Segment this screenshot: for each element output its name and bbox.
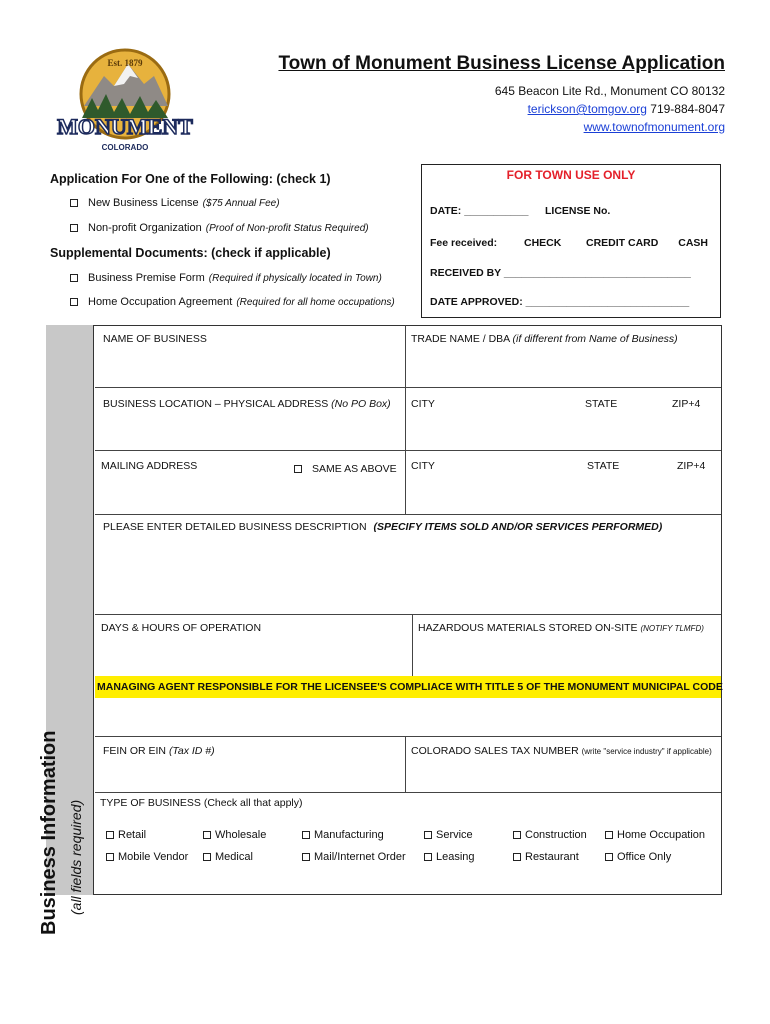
- checkbox[interactable]: [203, 831, 211, 839]
- logo-state-text: COLORADO: [101, 143, 149, 152]
- checkbox[interactable]: [70, 199, 78, 207]
- divider: [412, 614, 413, 676]
- type-construction[interactable]: Construction: [513, 829, 587, 841]
- checkbox[interactable]: [605, 831, 613, 839]
- option-nonprofit[interactable]: Non-profit Organization (Proof of Non-profit Status Required): [70, 222, 369, 234]
- divider: [95, 736, 721, 737]
- same-as-above-option[interactable]: SAME AS ABOVE: [294, 463, 397, 475]
- application-heading: Application For One of the Following: (check 1): [50, 172, 331, 186]
- checkbox[interactable]: [294, 465, 302, 473]
- town-fee: Fee received:: [430, 237, 498, 249]
- field-mailing-state[interactable]: STATE: [587, 460, 620, 472]
- town-check: CHECK: [524, 237, 562, 249]
- field-managing-agent[interactable]: MANAGING AGENT RESPONSIBLE FOR THE LICENSEE'S COMPLIACE WITH TITLE 5 OF THE MONUMENT MUNICIPAL CODE: [95, 676, 721, 698]
- side-title: Business Information: [38, 730, 60, 935]
- business-form: [46, 325, 722, 895]
- town-received-by: RECEIVED BY ________________________________: [430, 267, 691, 279]
- divider: [95, 450, 721, 451]
- town-cash: CASH: [678, 237, 708, 249]
- checkbox[interactable]: [106, 831, 114, 839]
- contact-block: [495, 82, 725, 136]
- checkbox[interactable]: [302, 831, 310, 839]
- divider: [95, 792, 721, 793]
- checkbox[interactable]: [70, 274, 78, 282]
- checkbox[interactable]: [513, 853, 521, 861]
- logo-est-text: Est. 1879: [107, 58, 143, 68]
- divider: [405, 736, 406, 792]
- type-wholesale[interactable]: Wholesale: [203, 829, 266, 841]
- town-use-box: [421, 164, 721, 318]
- type-medical[interactable]: Medical: [203, 851, 253, 863]
- monument-logo: [52, 46, 198, 158]
- divider: [95, 514, 721, 515]
- checkbox[interactable]: [302, 853, 310, 861]
- type-office-only[interactable]: Office Only: [605, 851, 671, 863]
- supplemental-heading: Supplemental Documents: (check if applicable): [50, 246, 331, 260]
- type-of-business-heading: TYPE OF BUSINESS (Check all that apply): [100, 797, 303, 809]
- town-credit: CREDIT CARD: [586, 237, 659, 249]
- checkbox[interactable]: [70, 224, 78, 232]
- logo-name-text: MONUMENT: [57, 114, 193, 139]
- option-premise-form[interactable]: Business Premise Form (Required if physically located in Town): [70, 272, 382, 284]
- side-subtitle: (all fields required): [68, 799, 84, 915]
- field-mailing-city[interactable]: CITY: [411, 460, 435, 472]
- field-zip[interactable]: ZIP+4: [672, 398, 701, 410]
- divider: [95, 614, 721, 615]
- checkbox[interactable]: [605, 853, 613, 861]
- option-home-occupation[interactable]: Home Occupation Agreement (Required for all home occupations): [70, 296, 395, 308]
- field-fein[interactable]: FEIN OR EIN (Tax ID #): [103, 745, 215, 757]
- field-state[interactable]: STATE: [585, 398, 618, 410]
- field-mailing-zip[interactable]: ZIP+4: [677, 460, 706, 472]
- type-manufacturing[interactable]: Manufacturing: [302, 829, 384, 841]
- field-hazardous[interactable]: HAZARDOUS MATERIALS STORED ON-SITE (NOTIFY TLMFD): [418, 622, 704, 634]
- checkbox[interactable]: [513, 831, 521, 839]
- checkbox[interactable]: [70, 298, 78, 306]
- town-date-approved: DATE APPROVED: ____________________________: [430, 296, 690, 308]
- option-new-license[interactable]: New Business License ($75 Annual Fee): [70, 197, 280, 209]
- town-date: DATE: ___________: [430, 205, 529, 217]
- checkbox[interactable]: [203, 853, 211, 861]
- field-city[interactable]: CITY: [411, 398, 435, 410]
- field-sales-tax[interactable]: COLORADO SALES TAX NUMBER (write "service industry" if applicable): [411, 745, 712, 757]
- checkbox[interactable]: [106, 853, 114, 861]
- phone-text: 719-884-8047: [650, 102, 725, 116]
- website-link[interactable]: www.townofmonument.org: [583, 120, 725, 134]
- type-mail-internet-order[interactable]: Mail/Internet Order: [302, 851, 406, 863]
- type-mobile-vendor[interactable]: Mobile Vendor: [106, 851, 188, 863]
- type-retail[interactable]: Retail: [106, 829, 146, 841]
- divider: [95, 387, 721, 388]
- town-use-heading: FOR TOWN USE ONLY: [506, 168, 636, 182]
- town-license: LICENSE No.: [545, 205, 611, 217]
- type-restaurant[interactable]: Restaurant: [513, 851, 579, 863]
- address-text: 645 Beacon Lite Rd., Monument CO 80132: [494, 84, 725, 98]
- checkbox[interactable]: [424, 831, 432, 839]
- page-title: Town of Monument Business License Application: [278, 53, 725, 74]
- type-leasing[interactable]: Leasing: [424, 851, 475, 863]
- divider: [405, 325, 406, 514]
- checkbox[interactable]: [424, 853, 432, 861]
- email-link[interactable]: terickson@tomgov.org: [527, 102, 647, 116]
- field-mailing-address[interactable]: MAILING ADDRESS: [101, 460, 198, 472]
- field-business-name[interactable]: NAME OF BUSINESS: [103, 333, 207, 345]
- business-info-sidebar: [38, 325, 94, 935]
- field-hours[interactable]: DAYS & HOURS OF OPERATION: [101, 622, 262, 634]
- field-trade-name[interactable]: TRADE NAME / DBA (if different from Name of Business): [411, 333, 678, 345]
- type-service[interactable]: Service: [424, 829, 473, 841]
- type-home-occupation[interactable]: Home Occupation: [605, 829, 705, 841]
- field-business-description[interactable]: PLEASE ENTER DETAILED BUSINESS DESCRIPTION (SPECIFY ITEMS SOLD AND/OR SERVICES PERFORMED): [103, 521, 663, 533]
- field-business-location[interactable]: BUSINESS LOCATION – PHYSICAL ADDRESS (No PO Box): [103, 398, 391, 410]
